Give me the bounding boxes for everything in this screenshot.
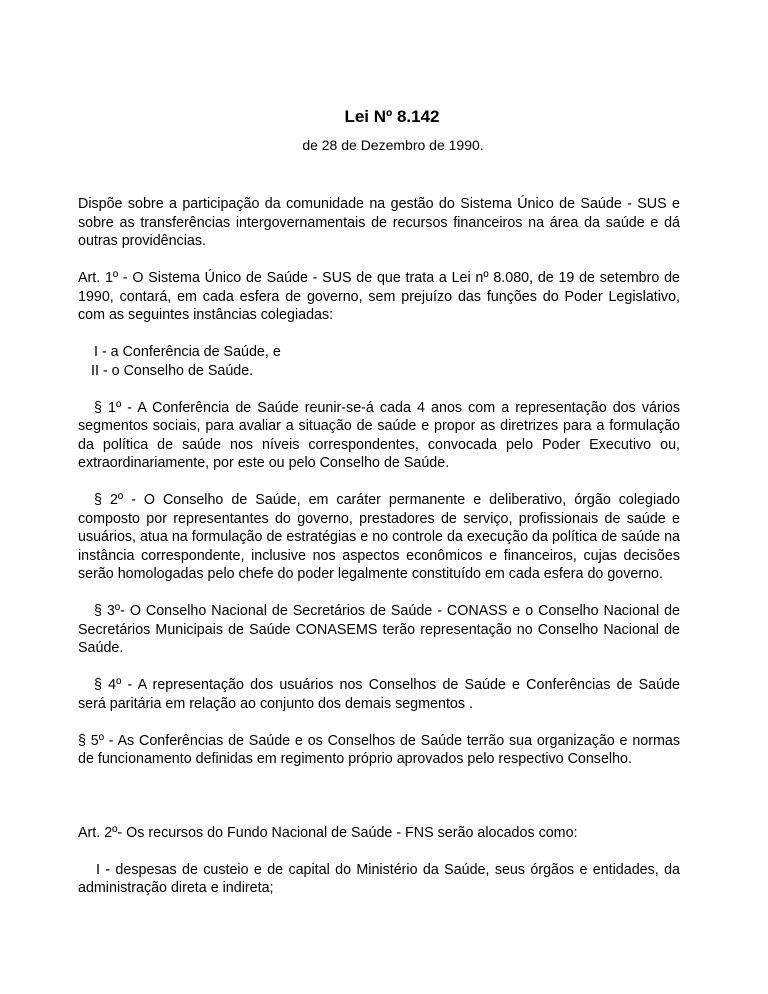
paragraph-5: § 5º - As Conferências de Saúde e os Conselhos de Saúde terrão sua organização e normas de funcionamento definidas em regimento próprio aprovados pelo respectivo Conselho. [78, 732, 680, 767]
law-body [78, 195, 680, 898]
ementa-paragraph: Dispõe sobre a participação da comunidade na gestão do Sistema Único de Saúde - SUS e sobre as transferências intergovernamentais de recursos financeiros na área da saúde e dá outras providências. [78, 196, 680, 249]
law-title: Lei Nº 8.142 [344, 107, 440, 126]
article-1-item-1: I - a Conferência de Saúde, e [94, 344, 281, 360]
paragraph-1: § 1º - A Conferência de Saúde reunir-se-á cada 4 anos com a representação dos vários segmentos sociais, para avaliar a situação de saúde e propor as diretrizes para a formulação da política de saúde nos níveis correspondentes, convocada pelo Poder Executivo ou, extraordinariamente, por este ou pelo Conselho de Saúde. [78, 399, 680, 471]
law-date: de 28 de Dezembro de 1990. [302, 137, 484, 153]
article-2-paragraph: Art. 2º- Os recursos do Fundo Nacional de Saúde - FNS serão alocados como: [78, 824, 578, 841]
paragraph-2: § 2º - O Conselho de Saúde, em caráter permanente e deliberativo, órgão colegiado composto por representantes do governo, prestadores de serviço, profissionais de saúde e usuários, atua na formulação de estratégias e no controle da execução da política de saúde na instância correspondente, inclusive nos aspectos econômicos e financeiros, cujas decisões serão homologadas pelo chefe do poder legalmente constituído em cada esfera do governo. [78, 492, 680, 582]
paragraph-3: § 3º- O Conselho Nacional de Secretários de Saúde - CONASS e o Conselho Nacional de Secretários Municipais de Saúde CONASEMS terão representação no Conselho Nacional de Saúde. [78, 603, 680, 656]
article-1-item-2: II - o Conselho de Saúde. [91, 362, 254, 379]
article-1-paragraph: Art. 1º - O Sistema Único de Saúde - SUS de que trata a Lei nº 8.080, de 19 de setembro de 1990, contará, em cada esfera de governo, sem prejuízo das funções do Poder Legislativo, com as seguintes instâncias colegiadas: [78, 270, 680, 323]
paragraph-4: § 4º - A representação dos usuários nos Conselhos de Saúde e Conferências de Saúde será paritária em relação ao conjunto dos demais segmentos . [78, 677, 680, 712]
article-2-item-1: I - despesas de custeio e de capital do Ministério da Saúde, seus órgãos e entidades, da administração direta e indireta; [78, 861, 680, 896]
